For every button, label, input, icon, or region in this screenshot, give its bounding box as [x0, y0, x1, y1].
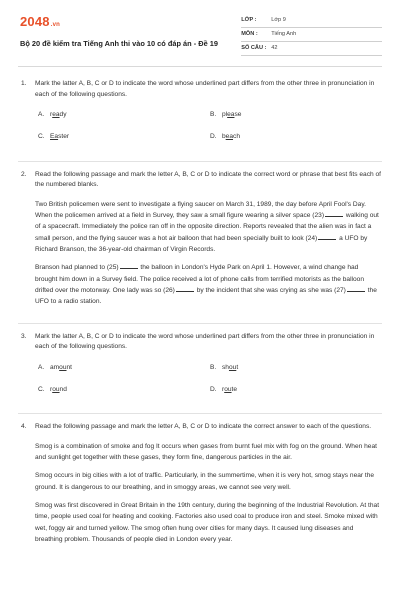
option-b[interactable] — [210, 110, 382, 120]
passage-text: walking out of a spacecraft. Immediately the police ran off in the opposite direction. Reports revealed that the alien was in fact a small person, and the flying saucer was a hot air balloon that had been specially built to look (24) — [35, 211, 379, 242]
underlined-part: Ea — [50, 133, 59, 141]
question-number: 3. — [21, 332, 27, 340]
word-part: r — [50, 111, 53, 119]
answer-blank-23 — [325, 211, 343, 217]
word-part: dy — [59, 111, 67, 119]
word-part: te — [231, 385, 238, 393]
meta-value: 42 — [271, 45, 278, 52]
meta-row-lop — [241, 14, 382, 28]
option-letter: B. — [210, 363, 217, 371]
underlined-part: ou — [228, 363, 237, 371]
option-letter: C. — [38, 133, 45, 141]
answer-blank-25 — [120, 263, 138, 269]
question-2 — [18, 170, 382, 315]
answer-options — [35, 363, 382, 395]
option-letter: B. — [210, 111, 217, 119]
word-part: ster — [58, 133, 70, 141]
option-word — [50, 132, 69, 142]
underlined-part: ea — [225, 133, 234, 141]
passage-text: a UFO by Richard Branson, the 36-year-old chairman of Virgin Records. — [35, 234, 368, 253]
option-letter: C. — [38, 385, 45, 393]
header — [18, 12, 382, 56]
question-divider — [18, 413, 382, 414]
question-prompt: Mark the latter A, B, C or D to indicate the word whose underlined part differs from the other three in pronunciation in each of the following questions. — [35, 80, 375, 98]
underlined-part: ou — [52, 385, 60, 393]
option-letter: D. — [210, 133, 217, 141]
header-divider — [18, 66, 382, 67]
option-d[interactable] — [210, 132, 382, 142]
answer-blank-26 — [176, 286, 194, 292]
question-4 — [18, 422, 382, 552]
passage-paragraph: Smog occurs in big cities with a lot of traffic. Particularly, in the summertime, when it is very hot, smog stays near the ground. It is dangerous to our breathing, and in smoggy areas, we cannot see very well. — [35, 472, 375, 491]
question-1 — [18, 79, 382, 153]
word-part: am — [50, 363, 60, 371]
option-letter: A. — [38, 111, 45, 119]
question-prompt: Read the following passage and mark the letter A, B, C or D to indicate the correct word or phrase that best fits each of the numbered blanks. — [35, 170, 381, 189]
word-part: r — [50, 385, 53, 393]
passage-paragraph: Smog is a combination of smoke and fog It occurs when gases from burnt fuel mix with fog on the ground. When heat and sunlight get together with these gases, they form fine, dangerous particles in the air. — [35, 442, 377, 461]
word-part: r — [222, 385, 225, 393]
word-part: b — [222, 133, 226, 141]
meta-label: MÔN : — [241, 31, 258, 38]
meta-label: LỚP : — [241, 17, 257, 24]
question-body — [35, 79, 382, 153]
question-number: 1. — [21, 80, 27, 87]
question-divider — [18, 323, 382, 324]
question-divider — [18, 161, 382, 162]
answer-options — [35, 110, 382, 142]
meta-table — [241, 14, 382, 56]
word-part: nt — [66, 363, 73, 371]
option-word — [222, 132, 240, 142]
question-number: 2. — [21, 170, 27, 178]
option-word — [50, 385, 67, 395]
underlined-part: ou — [224, 385, 232, 393]
question-prompt: Read the following passage and mark the letter A, B, C or D to indicate the correct answer to each of the questions. — [35, 423, 372, 431]
question-body — [35, 170, 382, 315]
underlined-part: ea — [227, 111, 235, 119]
option-word — [222, 110, 241, 120]
meta-row-mon — [241, 28, 382, 42]
passage-paragraph: Smog was first discovered in Great Britain in the 19th century, during the beginning of the Industrial Revolution. At that time, people used coal for heating and cooking. Factories also used coal to produce iron and steel. Smoke mixed with wet, foggy air and turned yellow. The smog often hung over cities for many days. It caused lung diseases and breathing problem. Thousands of people died in London every year. — [35, 501, 380, 543]
word-part: nd — [59, 385, 67, 393]
question-body — [35, 332, 382, 406]
question-number: 4. — [21, 423, 27, 431]
passage-text: Two British policemen were sent to investigate a flying saucer on March 31, 1989, the day before April Fool's Day. When the policemen arrived at a field in Survey, they saw a small figure wearing a silver space (23) — [35, 200, 366, 219]
meta-row-socau — [241, 42, 382, 56]
passage-text: the UFO to a radio station. — [35, 286, 377, 306]
passage-paragraph — [35, 199, 382, 256]
option-word — [50, 110, 67, 120]
passage-text: by the incident that she was crying as she was (27) — [194, 286, 346, 294]
document-title: Bộ 20 đề kiểm tra Tiếng Anh thi vào 10 có đáp án - Đề 19 — [20, 39, 218, 49]
reading-passage — [35, 441, 382, 546]
site-logo[interactable] — [20, 12, 60, 32]
underlined-part: ou — [59, 363, 67, 371]
question-3 — [18, 332, 382, 406]
answer-blank-24 — [318, 234, 336, 240]
word-part: se — [234, 111, 242, 119]
word-part: pl — [222, 111, 228, 119]
underlined-part: ea — [52, 111, 60, 119]
option-letter: A. — [38, 363, 45, 371]
answer-blank-27 — [347, 286, 365, 292]
passage-paragraph — [35, 262, 382, 307]
logo-tld: .vn — [50, 22, 61, 28]
reading-passage — [35, 199, 382, 308]
word-part: sh — [222, 363, 229, 371]
option-a[interactable] — [38, 363, 210, 373]
meta-value: Lớp 9 — [271, 17, 286, 24]
passage-text: Branson had planned to (25) — [35, 264, 119, 272]
meta-label: SỐ CÂU : — [241, 45, 267, 52]
option-a[interactable] — [38, 110, 210, 120]
option-letter: D. — [210, 385, 217, 393]
option-b[interactable] — [210, 363, 382, 373]
option-c[interactable] — [38, 385, 210, 395]
brand-block — [18, 12, 241, 50]
option-word — [50, 363, 72, 373]
passage-text: the balloon in London's Hyde Park on April 1. However, a wind change had brought him down in a Survey field. The police received a lot of phone calls from terrified motorists as the balloon drifted over the motorway. One lady was so (26) — [35, 264, 365, 294]
word-part: ch — [233, 133, 240, 141]
logo-name: 2048 — [20, 14, 50, 29]
option-word — [222, 363, 238, 373]
option-word — [222, 385, 237, 395]
option-c[interactable] — [38, 132, 210, 142]
question-body — [35, 422, 382, 552]
word-part: t — [236, 363, 239, 371]
question-prompt: Mark the latter A, B, C or D to indicate the word whose underlined part differs from the other three in pronunciation in each of the following questions. — [35, 332, 375, 351]
option-d[interactable] — [210, 385, 382, 395]
meta-value: Tiếng Anh — [271, 31, 297, 38]
